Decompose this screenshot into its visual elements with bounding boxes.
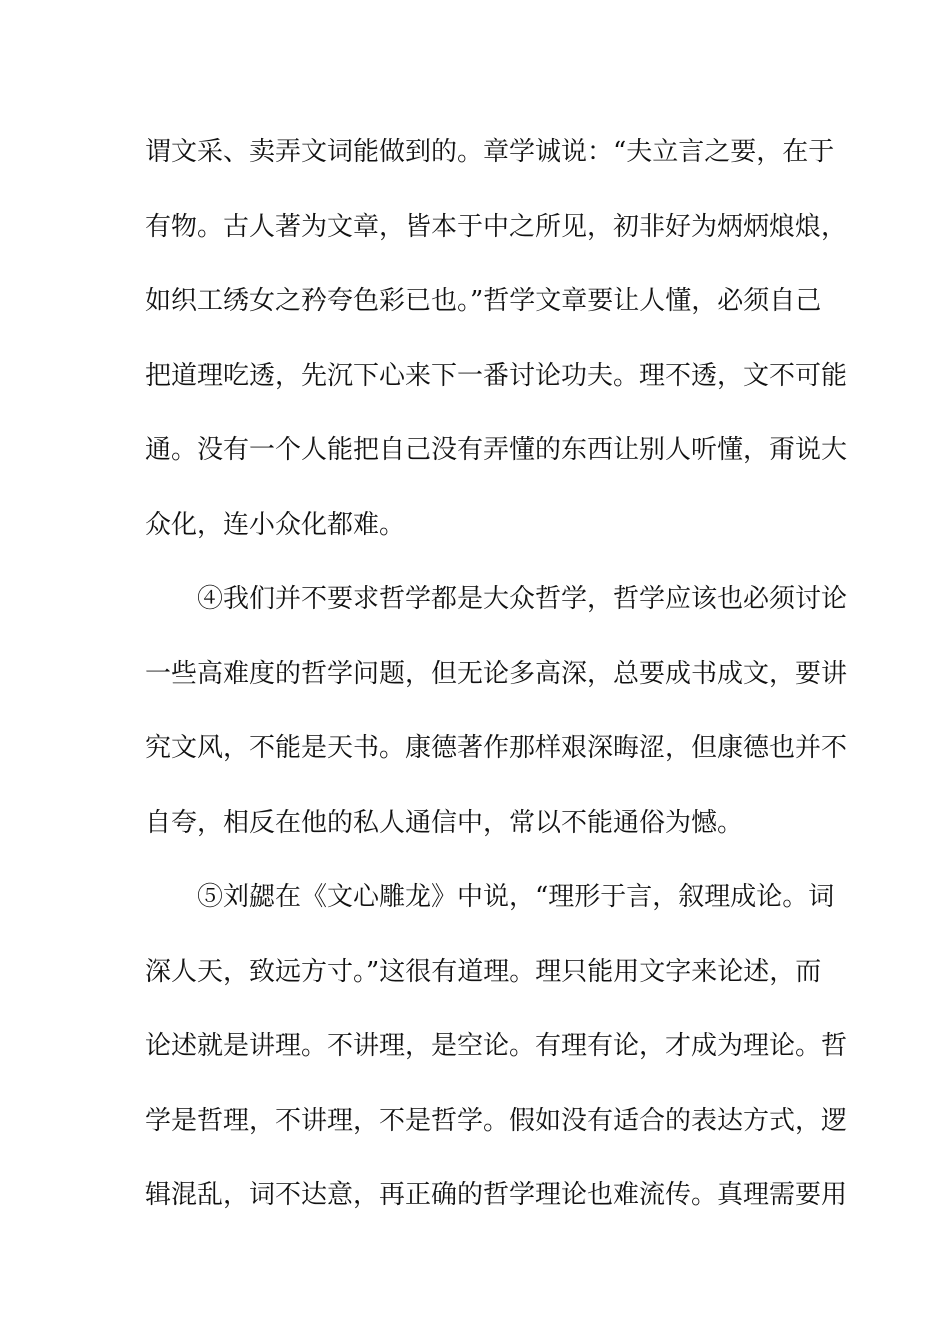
text-line: 有物。古人著为文章，皆本于中之所见，初非好为炳炳烺烺， — [145, 211, 848, 242]
text-line: 深人天，致远方寸。”这很有道理。理只能用文字来论述，而 — [145, 956, 822, 987]
text-line: 论述就是讲理。不讲理，是空论。有理有论，才成为理论。哲 — [145, 1031, 848, 1061]
text-line: ⑤刘勰在《文心雕龙》中说，“理形于言，叙理成论。词 — [197, 882, 835, 912]
text-line: 辑混乱，词不达意，再正确的哲学理论也难流传。真理需要用 — [145, 1180, 848, 1210]
text-line: 谓文采、卖弄文词能做到的。章学诚说：“夫立言之要，在于 — [145, 137, 835, 167]
text-line: ④我们并不要求哲学都是大众哲学，哲学应该也必须讨论 — [197, 584, 848, 614]
body-text — [145, 132, 848, 1250]
text-line: 众化，连小众化都难。 — [145, 509, 406, 540]
text-line: 把道理吃透，先沉下心来下一番讨论功夫。理不透，文不可能 — [145, 360, 848, 391]
text-line: 究文风，不能是天书。康德著作那样艰深晦涩，但康德也并不 — [145, 733, 848, 763]
text-line: 学是哲理，不讲理，不是哲学。假如没有适合的表达方式，逻 — [145, 1105, 848, 1136]
text-line: 一些高难度的哲学问题，但无论多高深，总要成书成文，要讲 — [145, 658, 848, 689]
text-line: 通。没有一个人能把自己没有弄懂的东西让别人听懂，甭说大 — [145, 435, 848, 465]
text-line: 自夸，相反在他的私人通信中，常以不能通俗为憾。 — [145, 807, 744, 838]
text-line: 如织工绣女之矜夸色彩已也。”哲学文章要让人懂，必须自己 — [145, 286, 822, 316]
